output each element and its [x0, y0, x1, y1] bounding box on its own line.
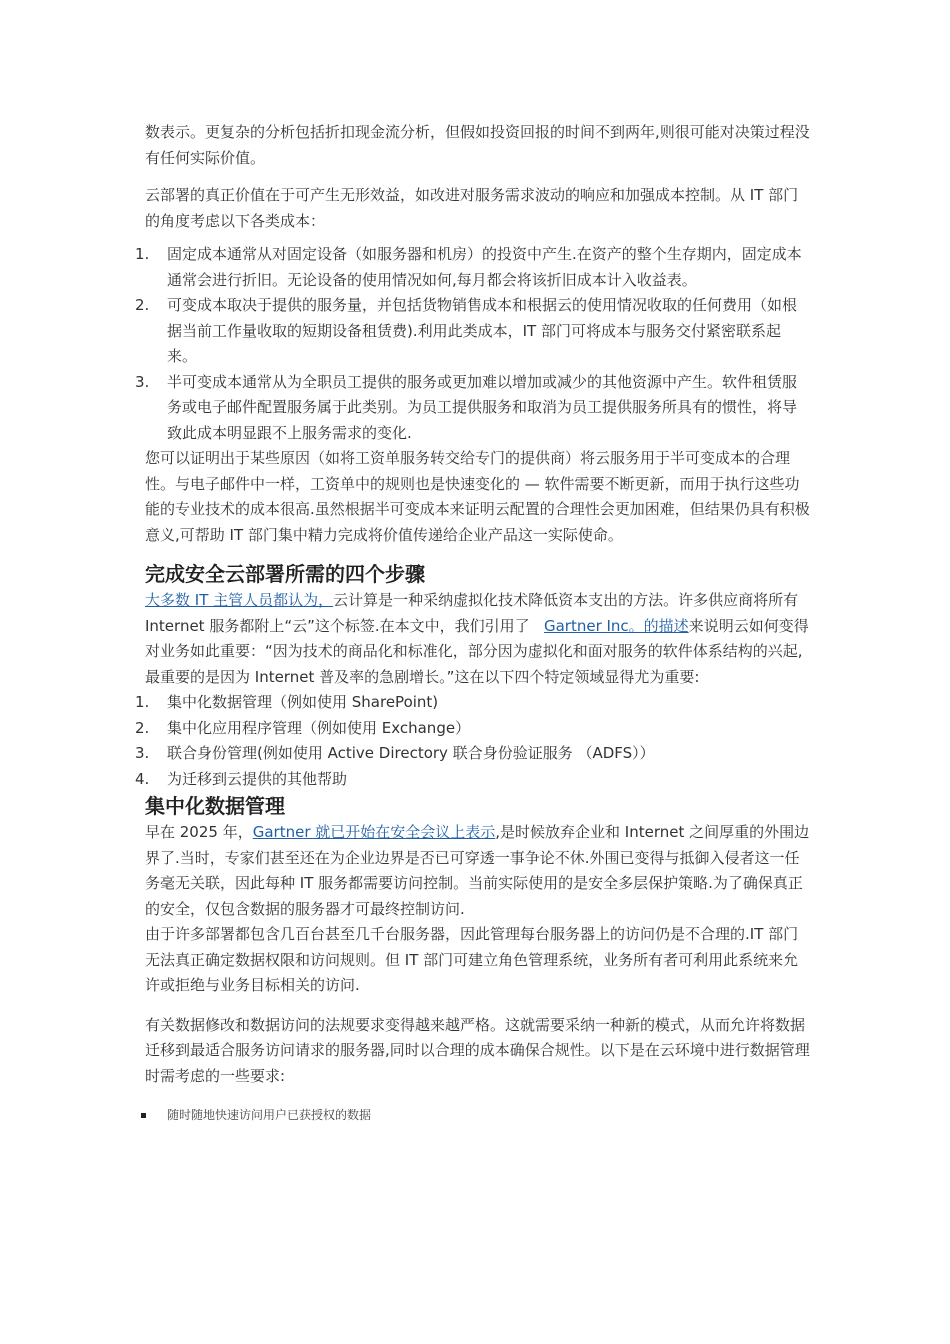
list-number: 1. — [135, 245, 150, 263]
steps-list — [135, 690, 810, 792]
list-item-text: 固定成本通常从对固定设备（如服务器和机房）的投资中产生.在资产的整个生存期内，固定成本通常会进行折旧。无论设备的使用情况如何,每月都会将该折旧成本计入收益表。 — [167, 245, 802, 289]
list-item — [135, 741, 810, 767]
paragraph: 由于许多部署都包含几百台甚至几千台服务器，因此管理每台服务器上的访问仍是不合理的.IT 部门无法真正确定数据权限和访问规则。但 IT 部门可建立角色管理系统，业务所有者可利用此系统来允许或拒绝与业务目标相关的访问. — [145, 925, 799, 994]
paragraph: 云部署的真正价值在于可产生无形效益，如改进对服务需求波动的响应和加强成本控制。从 IT 部门的角度考虑以下各类成本： — [145, 186, 799, 230]
list-number: 2. — [135, 718, 150, 737]
list-number: 4. — [135, 769, 150, 788]
requirements-list — [145, 1105, 810, 1125]
paragraph: 您可以证明出于某些原因（如将工资单服务转交给专门的提供商）将云服务用于半可变成本的合理性。与电子邮件中一样，工资单中的规则也是快速变化的 — 软件需要不断更新，而用于执行这些功能的专业技术的成本很高.虽然根据半可变成本来证明云配置的合理性会更加困难，但结果仍具有积极意义,可帮助 IT 部门集中精力完成将价值传递给企业产品这一实际使命。 — [145, 449, 810, 544]
list-item — [145, 1105, 810, 1125]
section-heading: 集中化数据管理 — [145, 794, 285, 818]
bullet-square-icon — [141, 1113, 146, 1118]
list-item-text: 为迁移到云提供的其他帮助 — [167, 769, 348, 788]
list-item-text: 可变成本取决于提供的服务量，并包括货物销售成本和根据云的使用情况收取的任何费用（如根据当前工作量收取的短期设备租赁费).利用此类成本，IT 部门可将成本与服务交付紧密联系起来。 — [167, 296, 798, 365]
list-number: 3. — [135, 372, 150, 391]
link-gartner-description[interactable]: Gartner Inc。的描述 — [543, 616, 689, 635]
list-item — [135, 293, 810, 370]
paragraph: 早在 2025 年，Gartner 就已开始在安全会议上表示,是时候放弃企业和 Internet 之间厚重的外围边界了.当时，专家们甚至还在为企业边界是否已可穿透一事争论不休.外围已变得与抵御入侵者这一任务毫无关联，因此每种 IT 服务都需要访问控制。当前实际使用的是安全多层保护策略.为了确保真正的安全，仅包含数据的服务器才可最终控制访问. — [145, 823, 810, 918]
list-item — [135, 716, 810, 742]
paragraph: 数表示。更复杂的分析包括折扣现金流分析，但假如投资回报的时间不到两年,则很可能对决策过程没有任何实际价值。 — [145, 123, 810, 167]
list-item — [135, 242, 810, 293]
list-item — [135, 690, 810, 716]
list-item-text: 集中化应用程序管理（例如使用 Exchange） — [167, 718, 471, 737]
link-gartner-security[interactable]: Gartner 就已开始在安全会议上表示 — [252, 823, 496, 841]
document-page — [135, 120, 810, 1125]
list-number: 1. — [135, 693, 150, 711]
list-item — [135, 370, 810, 447]
list-number: 2. — [135, 296, 150, 314]
list-item-text: 联合身份管理(例如使用 Active Directory 联合身份验证服务 （ADFS）） — [167, 744, 655, 762]
list-number: 3. — [135, 744, 150, 762]
cost-list — [135, 242, 810, 446]
list-item-text: 集中化数据管理（例如使用 SharePoint) — [167, 693, 439, 711]
paragraph: 有关数据修改和数据访问的法规要求变得越来越严格。这就需要采纳一种新的模式，从而允许将数据迁移到最适合服务访问请求的服务器,同时以合理的成本确保合规性。以下是在云环境中进行数据管理时需考虑的一些要求: — [145, 1015, 810, 1085]
link-it-managers[interactable]: 大多数 IT 主管人员都认为， — [145, 591, 334, 609]
list-item-text: 半可变成本通常从为全职员工提供的服务或更加难以增加或减少的其他资源中产生。软件租赁服务或电子邮件配置服务属于此类别。为员工提供服务和取消为员工提供服务所具有的惯性，将导致此成本明显跟不上服务需求的变化. — [167, 372, 798, 442]
list-item-text: 随时随地快速访问用户已获授权的数据 — [167, 1108, 372, 1122]
section-heading: 完成安全云部署所需的四个步骤 — [145, 562, 425, 586]
paragraph: 大多数 IT 主管人员都认为，云计算是一种采纳虚拟化技术降低资本支出的方法。许多供应商将所有 Internet 服务都附上“云”这个标签.在本文中，我们引用了 Gartner Inc。的描述来说明云如何变得对业务如此重要：“因为技术的商品化和标准化，部分因为虚拟化和面对服务的软件体系结构的兴起,最重要的是因为 Internet 普及率的急剧增长。”这在以下四个特定领域显得尤为重要: — [145, 591, 809, 686]
list-item — [135, 767, 810, 793]
